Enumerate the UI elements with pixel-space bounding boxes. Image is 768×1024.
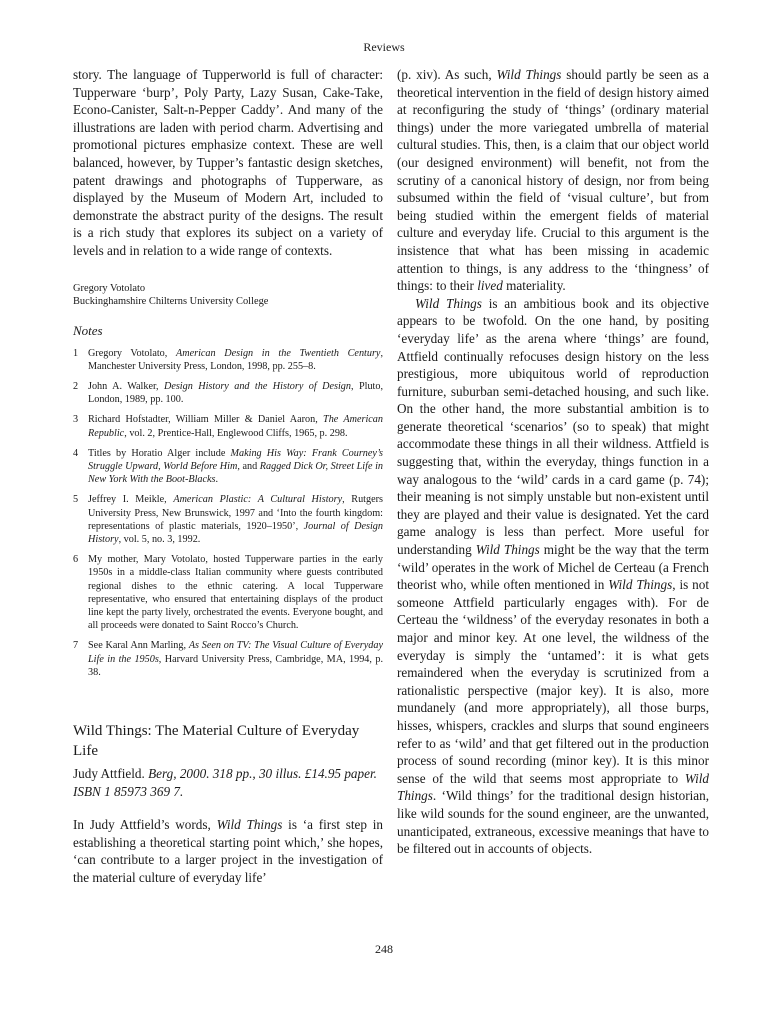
notes-heading: Notes bbox=[73, 322, 103, 338]
paragraph-text: is an ambitious book and its objective appears to be twofold. On the one hand, by positing ‘everyday life’ as the arena where ‘things’ are found, Attfield continually refocuses design history on the less prestigious, more ubiquitous world of reproduction furniture, suburban semi-detached housing, and such like. On the other hand, the more substantial ambition is to generate theoretical ‘scenarios’ (so to speak) that might accommodate these things in all their wildness. Attfield is suggesting that, within the everyday, things function in a way analogous to the ‘wild’ cards in a card game (p. 74); their meaning is not simply unstable but non-existent until they are played and their value is designated. Yet the card game analogy is less than perfect. More useful for understanding bbox=[397, 295, 710, 558]
note-text: and bbox=[239, 460, 260, 472]
book-title: Wild Things bbox=[475, 542, 540, 558]
note-text: See Karal Ann Marling, bbox=[88, 640, 189, 652]
reviewer-signature bbox=[73, 282, 383, 309]
right-paragraph-2 bbox=[397, 295, 709, 858]
note-number: 1 bbox=[73, 347, 79, 359]
paragraph-text: materiality. bbox=[502, 278, 566, 294]
note-text: , Pluto, London, 1989, pp. 100. bbox=[88, 380, 384, 406]
note-text: , Harvard University Press, Cambridge, MA, 1994, p. 38. bbox=[88, 653, 383, 678]
page-number: 248 bbox=[375, 942, 393, 956]
note-item bbox=[73, 447, 383, 487]
book-title: Wild Things bbox=[216, 817, 283, 833]
note-number: 4 bbox=[73, 447, 79, 459]
right-column bbox=[397, 66, 709, 858]
paragraph-text: might be the way that the term ‘wild’ operates in the work of Michel de Certeau (a French theorist who, while often mentioned in bbox=[397, 542, 710, 593]
note-number: 7 bbox=[73, 640, 79, 652]
note-number: 2 bbox=[73, 380, 79, 392]
emphasis-text: lived bbox=[477, 278, 503, 294]
note-number: 6 bbox=[73, 554, 79, 566]
paragraph-text: , is not someone Attfield particularly engages with). For de Certeau the ‘wildness’ of the everyday resonates in both a major and minor key. At one level, the wildness of the everyday is simply the ‘untamed’: it is what gets remaindered when the everyday is scrutinized from a rationalistic perspective (major key). It is also, more mundanely (and more appropriately), all those burps, hisses, whispers, crackles and slurps that sound engineers refer to as ‘wild’ and that get filtered out in the production process of sound recording (minor key). It is this minor sense of the wild that seems most appropriate to bbox=[397, 577, 710, 786]
review-intro-paragraph bbox=[73, 816, 383, 886]
paragraph-text: (p. xiv). As such, bbox=[397, 67, 497, 82]
paragraph-text: is ‘a first step in establishing a theoretical starting point which,’ she hopes, ‘can contribute to a larger project in the investigation of the material culture of everyday life’ bbox=[73, 817, 384, 885]
note-title: American Design in the Twentieth Century bbox=[176, 347, 381, 359]
note-item bbox=[73, 493, 383, 546]
left-column bbox=[73, 66, 383, 887]
paragraph-text: In Judy Attfield’s words, bbox=[73, 817, 217, 833]
note-title: The American Republic bbox=[88, 414, 383, 439]
reviewer-affiliation: Buckinghamshire Chilterns University College bbox=[73, 296, 269, 308]
note-text: Jeffrey I. Meikle, bbox=[88, 494, 174, 506]
note-item bbox=[73, 347, 383, 373]
note-item bbox=[73, 553, 383, 632]
note-text: John A. Walker, bbox=[88, 380, 164, 392]
note-text: Gregory Votolato, bbox=[88, 347, 176, 359]
note-item bbox=[73, 413, 383, 439]
note-title: Design History and the History of Design bbox=[163, 380, 351, 392]
reviewer-name: Gregory Votolato bbox=[73, 282, 146, 294]
note-title: Ragged Dick Or, Street Life in New York With the Boot-Blacks bbox=[88, 460, 383, 486]
review-author: Judy Attfield. bbox=[73, 766, 149, 781]
note-text: , vol. 5, no. 3, 1992. bbox=[118, 533, 201, 545]
running-head: Reviews bbox=[363, 40, 405, 54]
note-number: 3 bbox=[73, 414, 79, 426]
note-title: As Seen on TV: The Visual Culture of Everyday Life in the 1950s bbox=[88, 640, 383, 665]
note-title: Making His Way: Frank Courney’s Struggle Upward, World Before Him, bbox=[88, 447, 383, 472]
note-item bbox=[73, 639, 383, 679]
note-text: . bbox=[215, 474, 219, 486]
book-title: Wild Things bbox=[397, 770, 709, 804]
left-paragraph-1: story. The language of Tupperworld is full of character: Tupperware ‘burp’, Poly Party, Lazy Susan, Cake-Take, Econo-Canister, Salt-n-Pepper Caddy’. And many of the illustrations are laden with period charm. Advertising and promotional pictures emphasize context. These are well balanced, however, by Tupper’s fantastic design sketches, patent drawings and photographs of Tupperware, as displayed by the Museum of Modern Art, included to demonstrate the abstract purity of the designs. The result is a rich study that explores its subject on a variety of levels and in relation to a wide range of contexts. bbox=[73, 67, 383, 258]
note-text: Titles by Horatio Alger include bbox=[88, 447, 231, 459]
note-text: , Manchester University Press, London, 1998, pp. 255–8. bbox=[88, 347, 383, 372]
note-text: , Rutgers University Press, New Brunswick, 1997 and ‘Into the fourth kingdom: representations of plastic materials, 1920–1950’, bbox=[88, 494, 383, 532]
paragraph-text: . ‘Wild things’ for the traditional design historian, like wild sounds for the sound engineer, are the unwanted, unanticipated, extraneous, excessive meanings that have to be filtered out in accounts of objects. bbox=[397, 788, 709, 857]
review-publication-details: Berg, 2000. 318 pp., 30 illus. £14.95 paper. ISBN 1 85973 369 7. bbox=[73, 766, 377, 799]
book-title: Wild Things bbox=[415, 295, 482, 311]
note-text: My mother, Mary Votolato, hosted Tupperware parties in the early 1950s in a middle-class Italian community where guests contributed regional dishes to the ethnic catering. A local Tupperware representative, who ensured that entertaining displays of the product line kept the party lively, orchestrated the events. Everyone bought, and all proceeds were donated to Saint Rocco’s Church. bbox=[88, 554, 383, 632]
note-text: , vol. 2, Prentice-Hall, Englewood Cliffs, 1965, p. 298. bbox=[124, 427, 348, 439]
paragraph-text: should partly be seen as a theoretical intervention in the field of design history aimed at reconfiguring the study of ‘things’ (ordinary material things) under the more variegated umbrella of material cultural studies. This, then, is a claim that our object world (our designed environment) will benefit, not from the scrutiny of a canonical history of design, nor from being subsumed within the field of ‘visual culture’, but from being studied within the emergent fields of material culture and everyday life. Crucial to this argument is the insistence that what has been missing in academic attention to things, is any address to the ‘thingness’ of things: to their bbox=[397, 67, 709, 294]
review-bibliographic-info bbox=[73, 765, 383, 800]
right-paragraph-1 bbox=[397, 66, 709, 295]
notes-list bbox=[73, 347, 383, 679]
note-title: American Plastic: A Cultural History bbox=[173, 494, 343, 506]
book-title: Wild Things bbox=[496, 67, 562, 82]
note-item bbox=[73, 380, 383, 406]
note-title: Journal of Design History bbox=[88, 520, 383, 545]
review-title: Wild Things: The Material Culture of Everyday Life bbox=[73, 723, 360, 759]
book-title: Wild Things bbox=[608, 577, 673, 593]
note-text: Richard Hofstadter, William Miller & Daniel Aaron, bbox=[88, 414, 324, 426]
note-number: 5 bbox=[73, 494, 79, 506]
